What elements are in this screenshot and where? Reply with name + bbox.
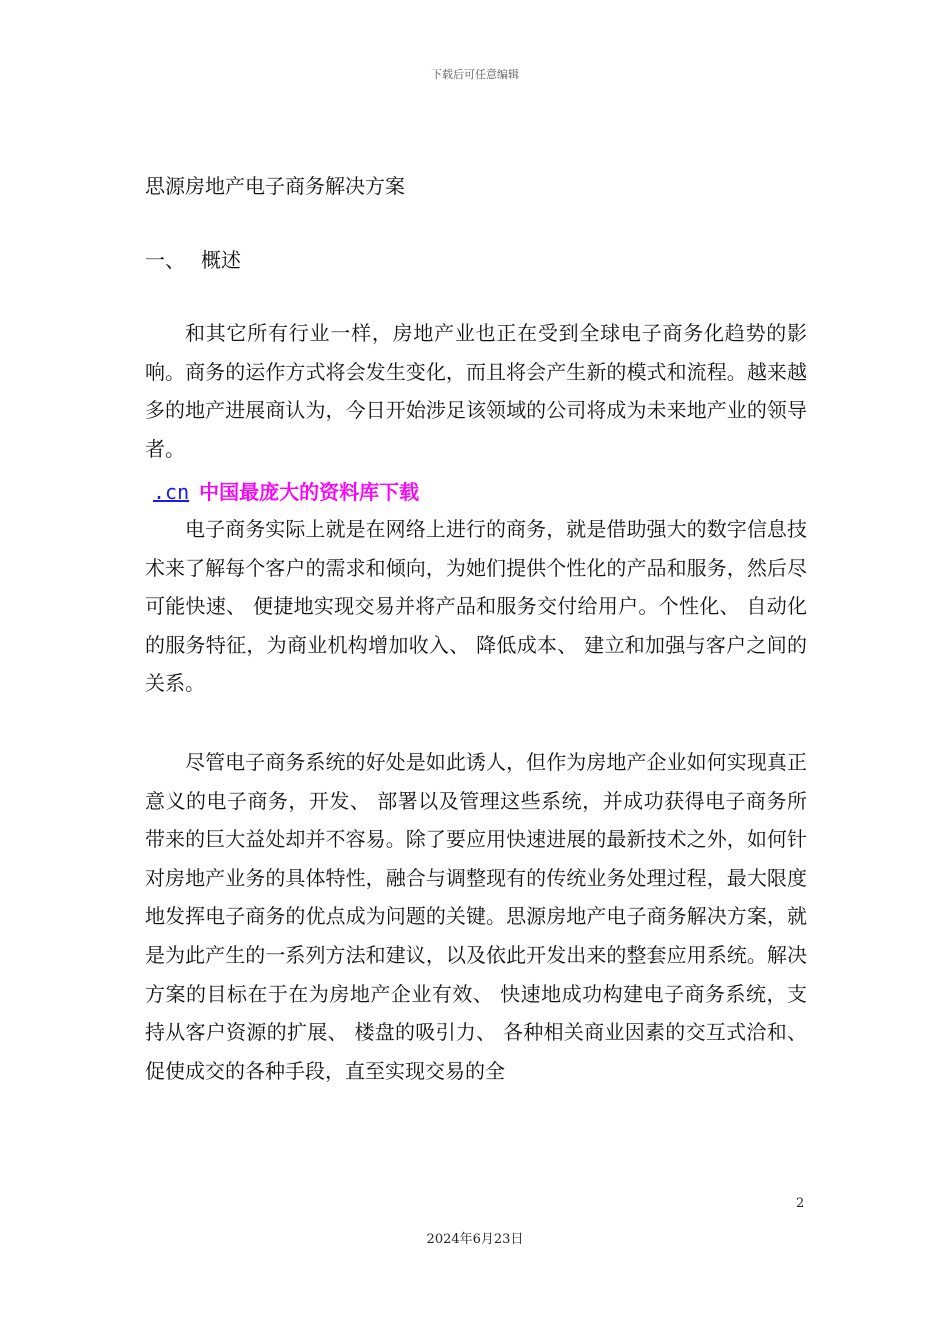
section-title: 概述 <box>201 248 241 272</box>
section-heading <box>145 244 241 273</box>
download-link-url[interactable]: .cn <box>153 480 190 504</box>
download-link-text[interactable]: 中国最庞大的资料库下载 <box>199 480 420 504</box>
page-number: 2 <box>796 1196 805 1211</box>
paragraph-intro: 和其它所有行业一样，房地产业也正在受到全球电子商务化趋势的影响。商务的运作方式将会发生变化，而且将会产生新的模式和流程。越来越多的地产进展商认为，今日开始涉足该领域的公司将成为未来地产业的领导者。 <box>145 321 807 461</box>
footer-date: 2024年6月23日 <box>426 1232 524 1247</box>
document-title: 思源房地产电子商务解决方案 <box>145 174 405 198</box>
paragraph-solution: 尽管电子商务系统的好处是如此诱人，但作为房地产企业如何实现真正意义的电子商务，开发、 部署以及管理这些系统，并成功获得电子商务所带来的巨大益处却并不容易。除了要应用快速进展的最新技术之外，如何针对房地产业务的具体特性，融合与调整现有的传统业务处理过程，最大限度地发挥电子商务的优点成为问题的关键。思源房地产电子商务解决方案，就是为此产生的一系列方法和建议，以及依此开发出来的整套应用系统。解决方案的目标在于在为房地产企业有效、 快速地成功构建电子商务系统，支持从客户资源的扩展、 楼盘的吸引力、 各种相关商业因素的交互式洽和、 促使成交的各种手段，直至实现交易的全 <box>145 750 807 1083</box>
section-number: 一、 <box>145 248 185 272</box>
download-link-line[interactable] <box>153 476 419 505</box>
header-note: 下载后可任意编辑 <box>431 68 519 81</box>
paragraph-ecommerce-definition: 电子商务实际上就是在网络上进行的商务，就是借助强大的数字信息技术来了解每个客户的需求和倾向，为她们提供个性化的产品和服务，然后尽可能快速、 便捷地实现交易并将产品和服务交付给用户。个性化、 自动化的服务特征，为商业机构增加收入、 降低成本、 建立和加强与客户之间的关系。 <box>145 517 807 696</box>
